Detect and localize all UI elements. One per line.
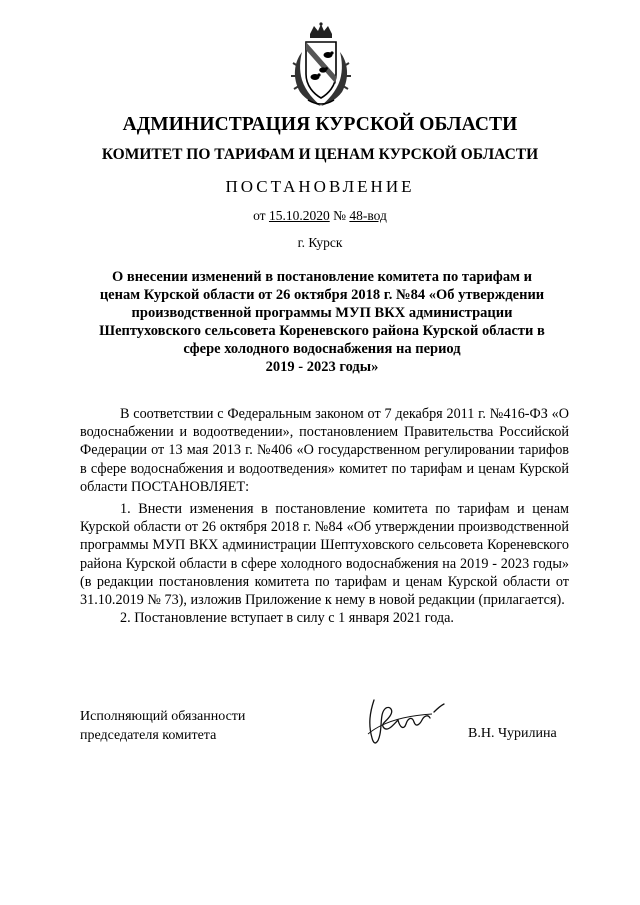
document-body bbox=[80, 405, 569, 627]
clause-2: 2. Постановление вступает в силу с 1 января 2021 года. bbox=[120, 610, 454, 627]
date-prefix: от bbox=[253, 208, 266, 223]
committee-title: КОМИТЕТ ПО ТАРИФАМ И ЦЕНАМ КУРСКОЙ ОБЛАСТИ bbox=[101, 146, 539, 163]
number-prefix: № bbox=[333, 208, 346, 223]
date-number-line bbox=[60, 208, 580, 224]
signatory-name: В.Н. Чурилина bbox=[468, 726, 557, 741]
subject-line: ценам Курской области от 26 октября 2018 г. №84 «Об утверждении bbox=[99, 287, 545, 303]
subject-line: 2019 - 2023 годы» bbox=[265, 359, 379, 375]
city: г. Курск bbox=[297, 235, 343, 250]
subject-line: производственной программы МУП ВКХ администрации bbox=[131, 305, 513, 321]
organization-title: АДМИНИСТРАЦИЯ КУРСКОЙ ОБЛАСТИ bbox=[122, 114, 518, 135]
document-type: ПОСТАНОВЛЕНИЕ bbox=[225, 177, 415, 196]
kursk-coat-of-arms-icon bbox=[288, 22, 354, 110]
clause-1: 1. Внести изменения в постановление комитета по тарифам и ценам Курской области от 26 октября 2018 г. №84 «Об утверждении производственной программы МУП ВКХ администрации Шептуховского сельсовета Кореневского района Курской области в сфере холодного водоснабжения на 2019 - 2023 годы» (в редакции постановления комитета по тарифам и ценам Курской области от 31.10.2019 № 73), изложив Приложение к нему в новой редакции (прилагается). bbox=[80, 501, 569, 609]
subject-line: сфере холодного водоснабжения на период bbox=[183, 341, 461, 357]
document-subject bbox=[82, 268, 562, 376]
position-line: Исполняющий обязанности bbox=[80, 709, 246, 724]
preamble-paragraph: В соответствии с Федеральным законом от 7 декабря 2011 г. №416-ФЗ «О водоснабжении и водоотведении», постановлением Правительства Российской Федерации от 13 мая 2013 г. №406 «О государственном регулировании тарифов в сфере водоснабжения и водоотведения» комитет по тарифам и ценам Курской области ПОСТАНОВЛЯЕТ: bbox=[80, 406, 569, 495]
signatory-position bbox=[80, 707, 245, 745]
document-date: 15.10.2020 bbox=[268, 208, 330, 223]
handwritten-signature-icon bbox=[360, 694, 450, 752]
document-number: 48-вод bbox=[349, 208, 387, 223]
subject-line: О внесении изменений в постановление комитета по тарифам и bbox=[112, 269, 532, 285]
position-line: председателя комитета bbox=[80, 728, 217, 743]
subject-line: Шептуховского сельсовета Кореневского района Курской области в bbox=[99, 323, 545, 339]
